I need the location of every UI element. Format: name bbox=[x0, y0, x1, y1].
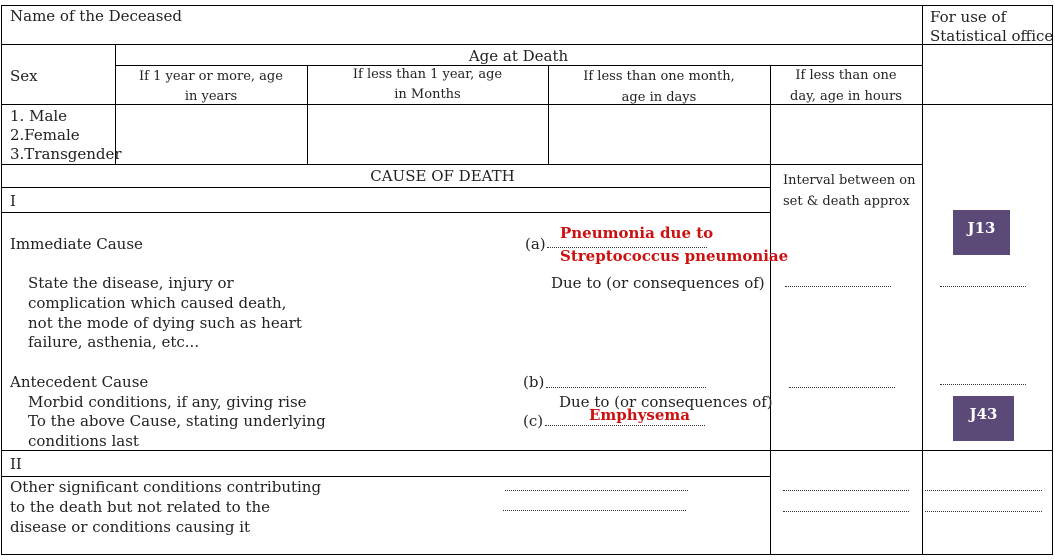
other-line-2 bbox=[503, 510, 686, 511]
line-c bbox=[545, 425, 705, 426]
deceased-name-label: Name of the Deceased bbox=[10, 7, 182, 25]
outer-top-border bbox=[1, 5, 1053, 6]
age-col3-header-2: age in days bbox=[621, 90, 697, 105]
stat-office-label-2: Statistical office bbox=[930, 27, 1054, 45]
age-col3-header-1: If less than one month, bbox=[583, 69, 735, 84]
line-b bbox=[546, 387, 706, 388]
outer-right-border bbox=[1052, 5, 1053, 555]
due-to-label-2: Due to (or consequences of) bbox=[559, 393, 773, 411]
age-col1-header-1: If 1 year or more, age bbox=[139, 69, 283, 84]
age-col2-header-1: If less than 1 year, age bbox=[352, 67, 503, 82]
rule-under-part2 bbox=[1, 476, 771, 477]
immediate-desc-1: State the disease, injury or bbox=[28, 274, 234, 292]
other-stat-line-2 bbox=[925, 511, 1042, 512]
age-col2-header-2: in Months bbox=[394, 87, 461, 102]
sex-option-transgender: 3.Transgender bbox=[10, 145, 122, 163]
cause-a-value-2: Streptococcus pneumoniae bbox=[560, 247, 789, 265]
sex-label: Sex bbox=[10, 67, 38, 85]
other-line-1 bbox=[505, 490, 688, 491]
cause-a-value-1: Pneumonia due to bbox=[560, 224, 714, 242]
stat-line-b bbox=[940, 384, 1026, 385]
cause-of-death-title: CAUSE OF DEATH bbox=[370, 167, 515, 185]
interval-header-1: Interval between on bbox=[783, 173, 916, 188]
immediate-desc-4: failure, asthenia, etc... bbox=[28, 333, 200, 351]
immediate-cause-label: Immediate Cause bbox=[10, 235, 143, 253]
age-at-death-title: Age at Death bbox=[468, 47, 569, 65]
interval-header-2: set & death approx bbox=[783, 194, 910, 209]
other-stat-line-1 bbox=[925, 490, 1042, 491]
stat-office-label-1: For use of bbox=[930, 8, 1007, 26]
icd-code-badge-c: J43 bbox=[953, 396, 1014, 441]
other-interval-line-1 bbox=[783, 490, 909, 491]
icd-code-badge-a: J13 bbox=[953, 210, 1010, 255]
part-one-label: I bbox=[10, 192, 16, 210]
antecedent-desc-2: To the above Cause, stating underlying bbox=[28, 412, 326, 430]
cause-c-value: Emphysema bbox=[589, 406, 690, 424]
marker-a: (a) bbox=[525, 235, 546, 253]
antecedent-cause-label: Antecedent Cause bbox=[10, 373, 149, 391]
antecedent-desc-1: Morbid conditions, if any, giving rise bbox=[28, 393, 307, 411]
interval-line-a bbox=[785, 286, 891, 287]
age-col1-header-2: in years bbox=[184, 89, 238, 104]
outer-left-border bbox=[1, 5, 2, 555]
other-interval-line-2 bbox=[783, 511, 909, 512]
sex-option-female: 2.Female bbox=[10, 126, 80, 144]
age-col4-header-2: day, age in hours bbox=[790, 89, 902, 104]
antecedent-desc-3: conditions last bbox=[28, 432, 139, 450]
immediate-desc-3: not the mode of dying such as heart bbox=[28, 314, 302, 332]
due-to-label-1: Due to (or consequences of) bbox=[551, 274, 765, 292]
age-col4-header-1: If less than one bbox=[795, 68, 897, 83]
rule-under-sex-row bbox=[1, 164, 923, 165]
sex-option-male: 1. Male bbox=[10, 107, 68, 125]
marker-c: (c) bbox=[523, 412, 544, 430]
outer-bottom-border bbox=[1, 554, 1053, 555]
rule-under-cause-title bbox=[1, 187, 771, 188]
rule-under-name bbox=[1, 44, 1053, 45]
interval-line-b bbox=[789, 387, 895, 388]
rule-under-part1 bbox=[1, 212, 771, 213]
other-conditions-1: Other significant conditions contributing bbox=[10, 478, 322, 496]
other-conditions-3: disease or conditions causing it bbox=[10, 518, 251, 536]
immediate-desc-2: complication which caused death, bbox=[28, 294, 287, 312]
part-two-label: II bbox=[10, 455, 22, 473]
stat-office-divider bbox=[922, 5, 923, 554]
other-conditions-2: to the death but not related to the bbox=[10, 498, 271, 516]
stat-line-a bbox=[940, 286, 1026, 287]
marker-b: (b) bbox=[523, 373, 545, 391]
rule-above-part2 bbox=[1, 450, 1053, 451]
interval-col-divider bbox=[770, 65, 771, 554]
